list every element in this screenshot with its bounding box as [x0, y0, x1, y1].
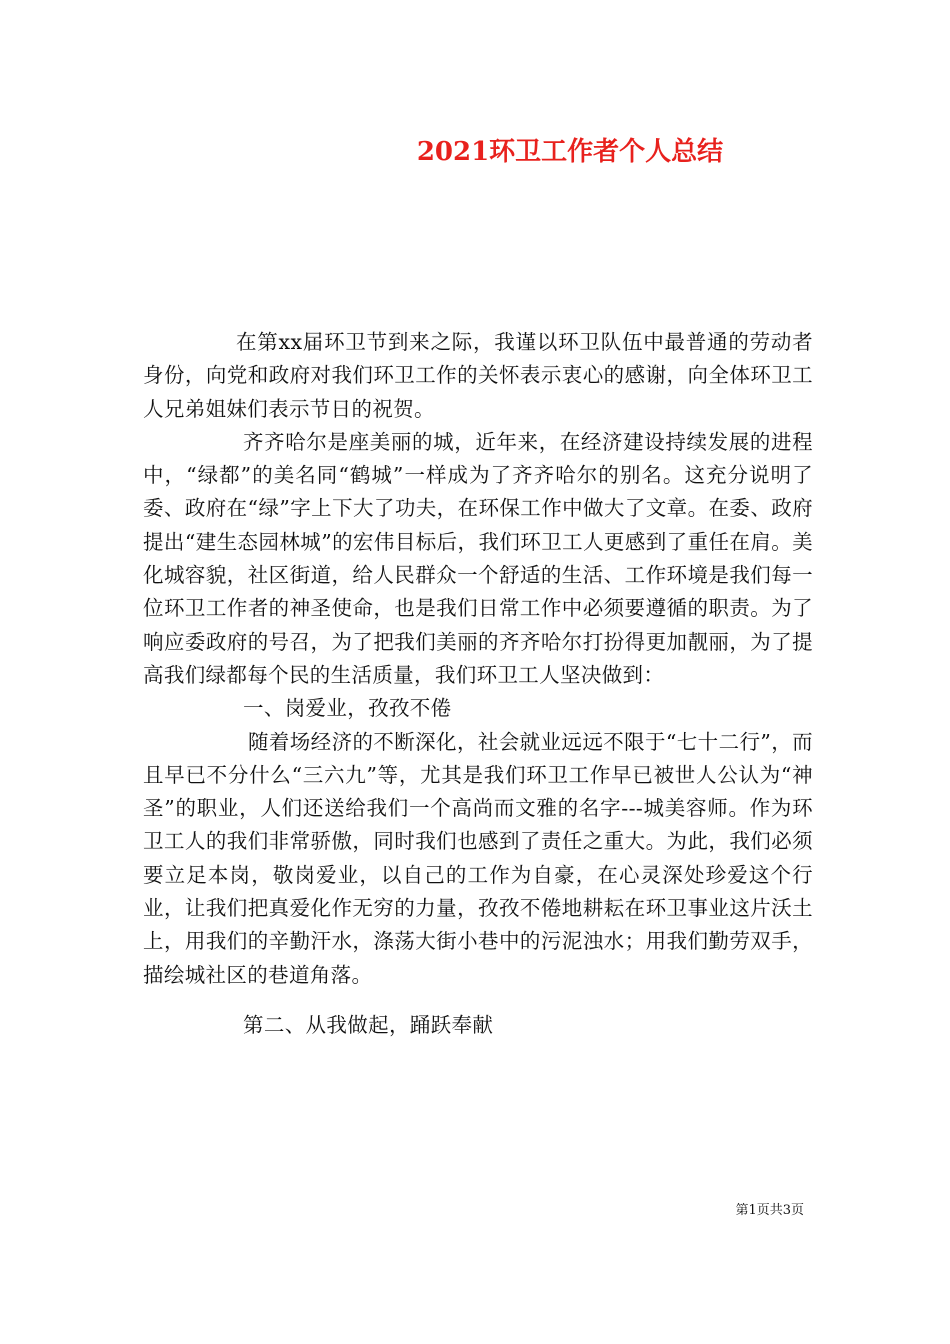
- document-title: 2021环卫工作者个人总结: [416, 137, 724, 167]
- paragraph-intro: 在第xx届环卫节到来之际，我谨以环卫队伍中最普通的劳动者身份，向党和政府对我们环卫工作的关怀表示衷心的感谢，向全体环卫工人兄弟姐妹们表示节日的祝贺。: [143, 330, 813, 421]
- section-heading-2: 第二、从我做起，踊跃奉献: [243, 1012, 494, 1037]
- page-footer: [0, 1201, 950, 1221]
- section-heading-1: 一、岗爱业，孜孜不倦: [243, 696, 452, 721]
- paragraph-profession: 随着场经济的不断深化，社会就业远远不限于“七十二行”，而且早已不分什么“三六九”等，尤其是我们环卫工作早已被世人公认为“神圣”的职业，人们还送给我们一个高尚而文雅的名字---城美容师。作为环卫工人的我们非常骄傲，同时我们也感到了责任之重大。为此，我们必须要立足本岗，敬岗爱业，以自己的工作为自豪，在心灵深处珍爱这个行业，让我们把真爱化作无穷的力量，孜孜不倦地耕耘在环卫事业这片沃土上，用我们的辛勤汗水，涤荡大街小巷中的污泥浊水；用我们勤劳双手，描绘城社区的巷道角落。: [143, 729, 813, 987]
- page-number: 第1页共3页: [735, 1203, 804, 1218]
- paragraph-city: 齐齐哈尔是座美丽的城，近年来，在经济建设持续发展的进程中，“绿都”的美名同“鹤城”一样成为了齐齐哈尔的别名。这充分说明了委、政府在“绿”字上下大了功夫，在环保工作中做大了文章。在委、政府提出“建生态园林城”的宏伟目标后，我们环卫工人更感到了重任在肩。美化城容貌，社区街道，给人民群众一个舒适的生活、工作环境是我们每一位环卫工作者的神圣使命，也是我们日常工作中必须要遵循的职责。为了响应委政府的号召，为了把我们美丽的齐齐哈尔打扮得更加靓丽，为了提高我们绿都每个民的生活质量，我们环卫工人坚决做到：: [143, 429, 813, 687]
- document-body: [143, 326, 813, 1042]
